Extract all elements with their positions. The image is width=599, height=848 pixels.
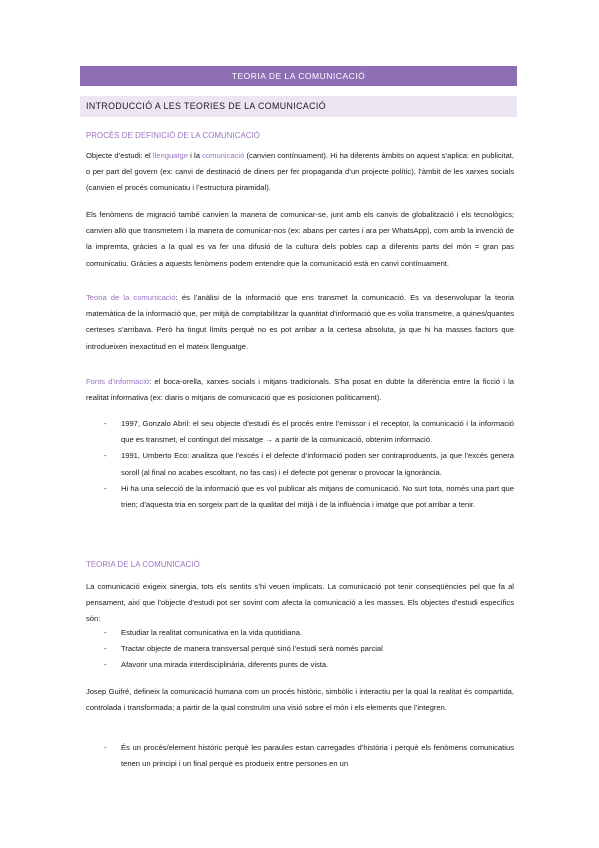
paragraph-migration: Els fenòmens de migració també canvien la manera de comunicar-se, junt amb els canvis de globalització i els tecnològics; canvien allò que transmetem i la manera de comunicar-nos (ex: abans per cartes i ara per WhatsApp), com amb la invenció de la impremta, gràcies a la qual es va fer una difusió de la cultura dels pobles cap a diferents parts del món = gran pas comunicatiu. Gràcies a aquests fenòmens podem entendre que la comunicació està en canvi contínuament. [86,210,514,268]
list-item [86,641,514,657]
list-item [86,740,514,772]
bullet-dash: - [104,419,107,428]
bullet-dash: - [104,451,107,461]
document-title: TEORIA DE LA COMUNICACIÓ [80,66,517,86]
term-communication: comunicació [202,151,245,160]
bullet-dash: - [104,628,107,637]
list-item-text: Tractar objecte de manera transversal perquè sinó l’estudi serà només parcial [121,644,383,654]
text-segment: (canvien contínuament). Hi ha diferents àmbits on aquest s’aplica: en publicitat, o per part del govern (ex: canvi de destinació de diners per fer propaganda d’un projecte polític), l’àmbit de les xarxes socials (canvien el procés comunicatiu i l’estructura piramidal). [86,151,514,193]
paragraph-guifre: Josep Guifré, defineix la comunicació humana com un procés històric, simbòlic i interactiu per la qual la realitat és compartida, controlada i transformada; a partir de la qual construïm una visió sobre el món i els elements que l’integren. [86,687,514,713]
list-item [86,448,514,480]
document-subtitle: INTRODUCCIÓ A LES TEORIES DE LA COMUNICACIÓ [80,96,517,117]
section-heading-definition: PROCÉS DE DEFINICIÓ DE LA COMUNICACIÓ [86,131,260,140]
text-segment: i la [187,151,203,160]
study-objects-list [86,625,514,674]
list-item [86,657,514,673]
list-item [86,625,514,641]
paragraph-synergy: La comunicació exigeix sinergia, tots els sentits s’hi veuen implicats. La comunicació pot tenir conseqüències pel que fa al pensament, així que l’objecte d’estudi pot ser sovint com afecta la comunicació a les masses. Els objectes d’estudi específics són: [86,582,514,624]
list-item [86,416,514,448]
list-item-text: Afavorir una mirada interdisciplinària, diferents punts de vista. [121,660,329,670]
bullet-dash: - [104,483,107,493]
list-item-text: Hi ha una selecció de la informació que es vol publicar als mitjans de comunicació. No surt tota, només una part que trien; d’aquesta tria en sorgeix part de la qualitat del mitjà i de la influència i imatge que pot arribar a tenir. [121,483,514,510]
list-item-text: Estudiar la realitat comunicativa en la vida quotidiana. [121,628,303,637]
term-information-sources: Fonts d’informació [86,377,150,386]
bullet-dash: - [104,644,107,654]
text-segment: : és l’anàlisi de la informació que ens transmet la comunicació. Es va desenvolupar la teoria matemàtica de la informació que, per mitjà de comptabilitzar la quantitat d’informació que es volia transmetre, a quines/quantes certeses s’arribava. Però ha tingut límits perquè no es pot arribar a la certesa absoluta, ja que hi ha masses factors que introdueixen inexactitud en el mateix llenguatge. [86,293,515,351]
text-segment: : el boca-orella, xarxes socials i mitjans tradicionals. S’ha posat en dubte la diferència entre la ficció i la realitat informativa (ex: diaris o mitjans de comunicació que es posicionen políticament). [86,377,514,403]
term-language: llenguatge [152,151,188,160]
term-communication-theory: Teoria de la comunicació [86,293,176,302]
paragraph-information-sources [86,374,514,406]
text-segment: Objecte d’estudi: el [86,151,153,160]
paragraph-object-of-study [86,148,514,197]
list-item-text: 1997, Gonzalo Abril: el seu objecte d’estudi és el procés entre l’emissor i el receptor, la comunicació i la informació que es transmet, el contingut del missatge → a partir de la comunicació, obtenim informació. [121,419,514,445]
authors-list [86,416,514,513]
list-item-text: 1991, Umberto Eco: analitza que l’excés i el defecte d’informació poden ser contraproduents, ja que l’excés genera soroll (al final no acabes escoltant, no fas cas) i el defecte pot generar o provocar la ignorància. [121,451,514,477]
bullet-dash: - [104,660,107,670]
process-list [86,740,514,772]
paragraph-communication-theory [86,290,514,355]
list-item [86,481,514,513]
section-heading-theory: TEORIA DE LA COMUNICACIÓ [86,560,200,569]
bullet-dash: - [104,743,107,752]
list-item-text: És un procés/element històric perquè les paraules estan carregades d’història i perquè els fenòmens comunicatius tenen un principi i un final perquè es produeix entre persones en un [121,743,514,769]
